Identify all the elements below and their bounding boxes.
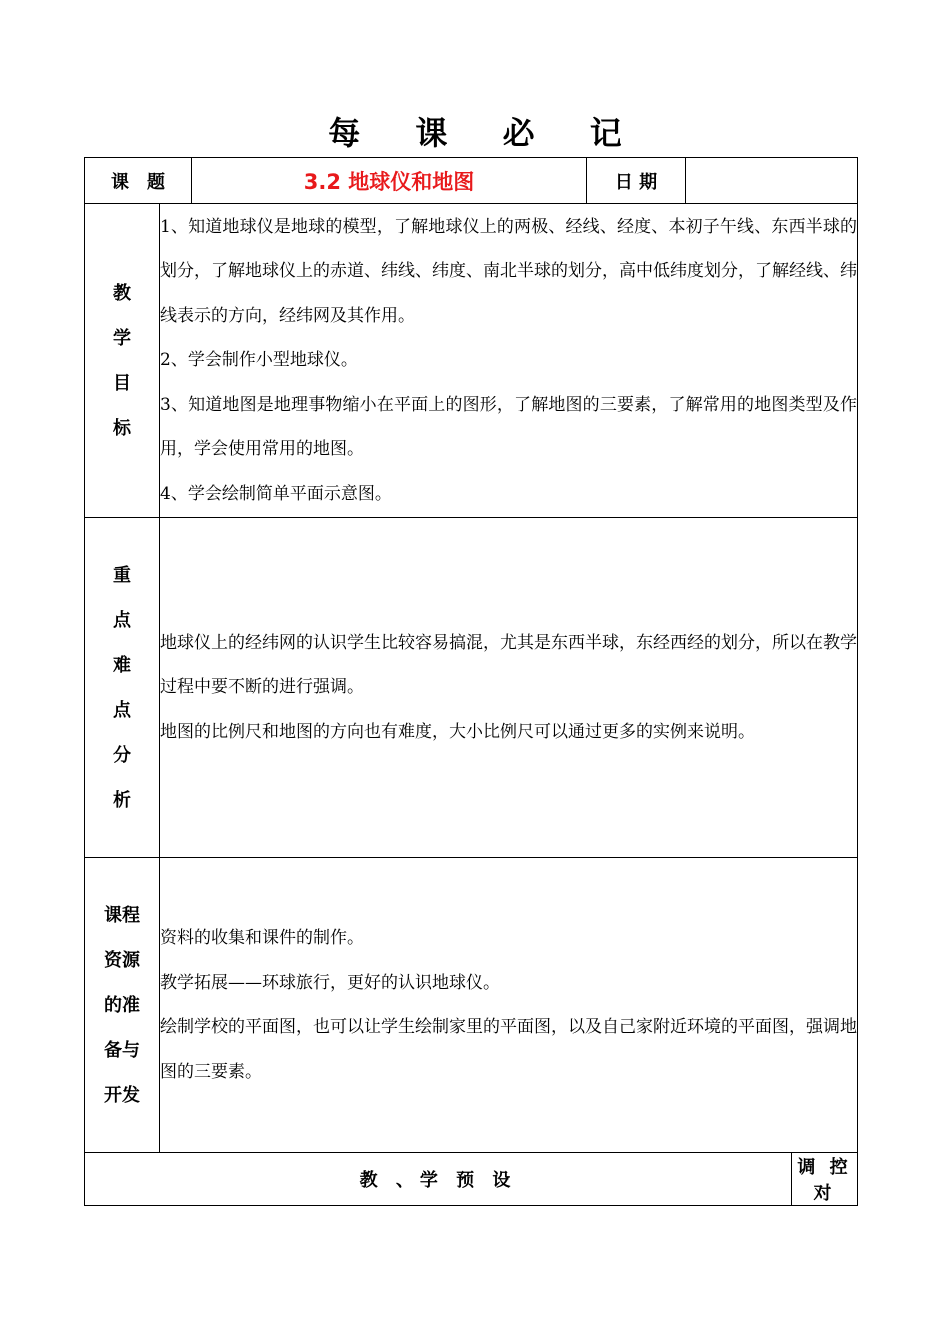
objectives-label-char: 目 [113,372,131,394]
resources-content [160,858,858,1153]
key-points-label-char: 难 [113,654,131,676]
resources-paragraph: 绘制学校的平面图，也可以让学生绘制家里的平面图，以及自己家附近环境的平面图，强调地图的三要素。 [160,1017,857,1082]
objectives-paragraph: 2、学会制作小型地球仪。 [160,350,358,371]
date-label: 日 期 [587,158,686,204]
key-points-label-char: 点 [113,699,131,721]
resources-label-line: 课程 [104,904,140,926]
objectives-label [85,204,160,518]
footer-row [85,1153,858,1206]
key-points-label-char: 分 [113,744,131,766]
key-points-content [160,518,858,858]
resources-label-line: 备与 [104,1039,140,1061]
objectives-paragraph: 3、知道地图是地理事物缩小在平面上的图形，了解地图的三要素，了解常用的地图类型及作用，学会使用常用的地图。 [160,394,857,460]
teaching-plan-label: 教 、学 预 设 [85,1153,792,1206]
objectives-label-char: 标 [113,417,131,439]
resources-row [85,858,858,1153]
resources-label-line: 的准 [104,994,140,1016]
page-title: 每 课 必 记 [328,114,644,152]
resources-paragraph: 教学拓展——环球旅行，更好的认识地球仪。 [160,972,500,993]
objectives-label-char: 教 [113,282,131,304]
key-points-paragraph: 地球仪上的经纬网的认识学生比较容易搞混，尤其是东西半球，东经西经的划分，所以在教学过程中要不断的进行强调。 [160,632,857,698]
topic-value: 3.2 地球仪和地图 [192,158,587,204]
key-points-label-char: 点 [113,609,131,631]
date-value [686,158,858,204]
objectives-paragraph: 1、知道地球仪是地球的模型，了解地球仪上的两极、经线、经度、本初子午线、东西半球的划分，了解地球仪上的赤道、纬线、纬度、南北半球的划分，高中低纬度划分，了解经线、纬线表示的方向，经纬网及其作用。 [160,216,857,326]
objectives-row [85,204,858,518]
lesson-record-table [84,157,858,1206]
resources-label-line: 资源 [104,949,140,971]
objectives-paragraph: 4、学会绘制简单平面示意图。 [160,483,392,504]
resources-paragraph: 资料的收集和课件的制作。 [160,928,364,948]
key-points-label-char: 析 [113,789,131,811]
key-points-label-char: 重 [113,564,131,586]
key-points-paragraph: 地图的比例尺和地图的方向也有难度，大小比例尺可以通过更多的实例来说明。 [160,721,755,742]
resources-label-line: 开发 [104,1084,140,1106]
objectives-content [160,204,858,518]
resources-label [85,858,160,1153]
objectives-label-char: 学 [113,327,131,349]
header-row [85,158,858,204]
key-points-row [85,518,858,858]
topic-label: 课 题 [85,158,192,204]
adjustment-label: 调 控 对 [792,1153,858,1206]
key-points-label [85,518,160,858]
